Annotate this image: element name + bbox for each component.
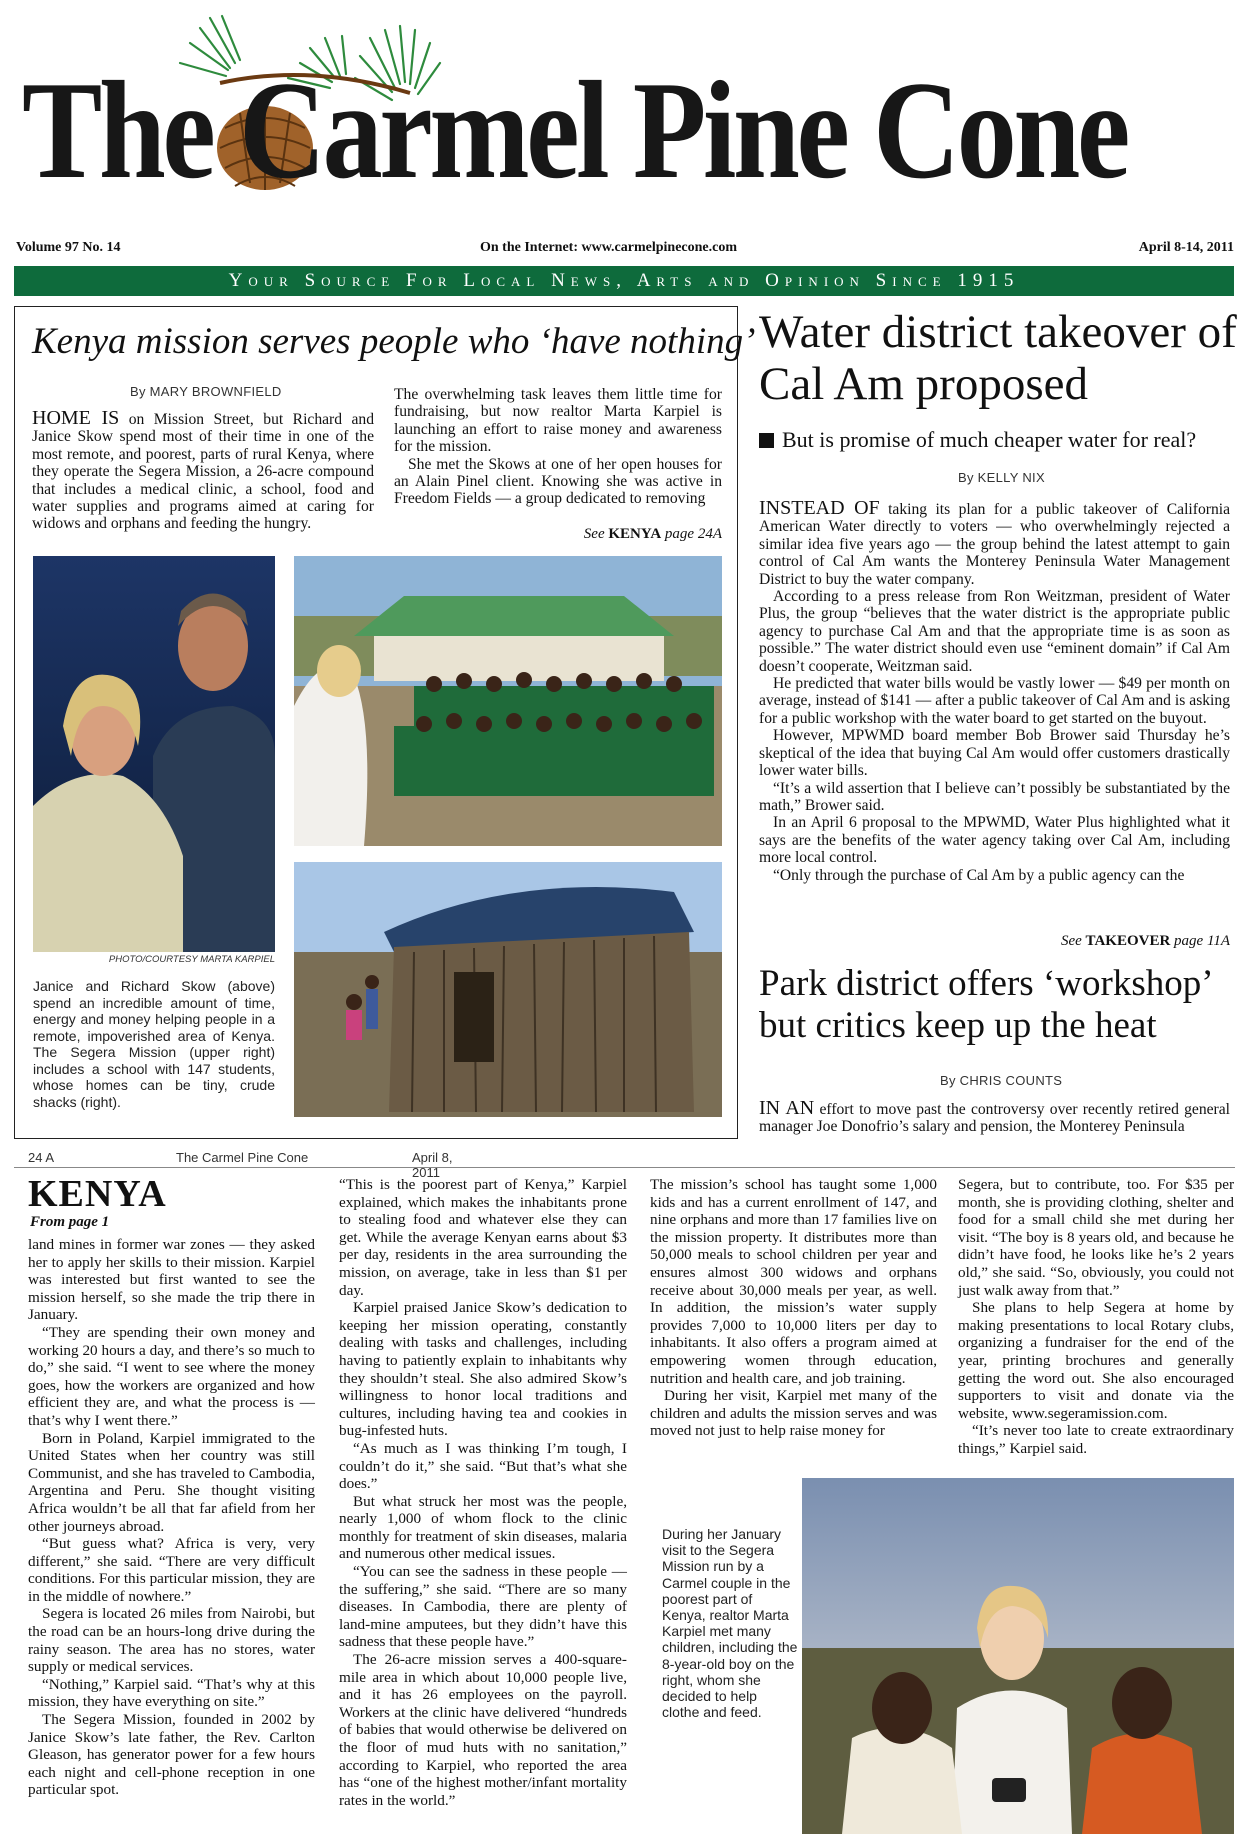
page-number: 24 A (28, 1150, 55, 1165)
jump-para: “They are spending their own money and working 20 hours a day, and there’s so much to do,” she said. “I went to see where the money goes, how the workers are organized and how efficient they are, and what the process is — that’s why I went there.” (28, 1323, 315, 1429)
skow-couple-photo (33, 556, 275, 952)
kenya-headline: Kenya mission serves people who ‘have nothing’ (32, 321, 756, 362)
jump-column-4 (958, 1176, 1234, 1458)
kenya-lead: HOME IS (32, 407, 120, 429)
jump-para: During her visit, Karpiel met many of the children and adults the mission serves and was moved not just to help raise money for (650, 1387, 937, 1440)
jump-column-1 (28, 1236, 315, 1799)
jump-para: Born in Poland, Karpiel immigrated to the United States when her country was still Communist, and she has traveled to Cambodia, Argentina and Peru. She thought visiting Africa wouldn’t be all that far afield from her other journeys abroad. (28, 1429, 315, 1535)
water-para: “Only through the purchase of Cal Am by a public agency can the (773, 866, 1185, 884)
park-lead: IN AN (759, 1097, 815, 1119)
jump-page: page 24A (664, 526, 722, 542)
water-para: He predicted that water bills would be vastly lower — $49 per month on average, instead of $141 — after a public takeover of Cal Am and is asking for a public workshop with the water board to get started on the buyout. (759, 675, 1230, 727)
strip-rule (484, 1167, 1235, 1168)
kenya-jump-link[interactable] (520, 526, 722, 543)
jump-para: “This is the poorest part of Kenya,” Karpiel explained, which makes the inhabitants prone to stealing food and whatever else they can get. While the average Kenyan earns about $3 per day, residents in the area surrounding the mission, on average, take in less than $1 per day. (339, 1176, 627, 1299)
kenya-column-1 (32, 407, 375, 533)
jump-column-2 (339, 1176, 627, 1809)
water-para: “It’s a wild assertion that I believe can’t possibly be substantiated by the math,” Brower said. (759, 779, 1230, 814)
jump-para: But what struck her most was the people, nearly 1,000 of whom flock to the clinic monthly for treatment of skin diseases, malaria and numerous other medical issues. (339, 1492, 627, 1563)
school-children-photo (294, 556, 722, 846)
from-page: From page 1 (30, 1214, 110, 1230)
water-para: However, MPWMD board member Bob Brower said Thursday he’s skeptical of the idea that buying Cal Am would offer customers drastically lower water bills. (759, 727, 1230, 780)
jump-para: She plans to help Segera at home by making presentations to local Rotary clubs, organizing a fundraiser for the end of the year, printing brochures and generally getting the word out. She also encouraged supporters to visit and donate via the website, www.segeramission.com. (958, 1299, 1234, 1422)
newspaper-title: The Carmel Pine Cone (22, 53, 1127, 208)
volume-number: Volume 97 No. 14 (16, 240, 121, 255)
jump-page: page 11A (1174, 933, 1230, 949)
square-bullet-icon (759, 433, 774, 448)
water-subhead (759, 427, 1239, 453)
water-subhead-text: But is promise of much cheaper water for real? (782, 427, 1197, 452)
jump-column-3 (650, 1176, 937, 1440)
jump-para: The 26-acre mission serves a 400-square-mile area in which about 10,000 people live, and it has 26 employees on the payroll. Workers at the clinic have delivered “hundreds of babies that would otherwise be delivered on the floor of mud huts with no sanitation,” according to Karpiel, who reported the area has “one of the highest mother/infant mortality rates in the world.” (339, 1651, 627, 1809)
page-date: April 8, 2011 (412, 1150, 453, 1180)
water-story-body (759, 497, 1230, 884)
park-text: effort to move past the controversy over recently retired general manager Joe Donofrio’s salary and pension, the Monterey Peninsula (759, 1101, 1230, 1136)
jump-para: Segera, but to contribute, too. For $35 per month, she is providing clothing, shelter and food for a small child she met during her visit. “The boy is 8 years old, and because he didn’t have food, he looks like he’s 2 years old,” she said. “So, obviously, you could not just walk away from that.” (958, 1176, 1234, 1299)
jump-para: Karpiel praised Janice Skow’s dedication to keeping her mission operating, constantly dealing with tasks and challenges, including having to patiently explain to inhabitants why they shouldn’t steal. She also admired Skow’s willingness to honor local traditions and cultures, including having tea and cookies in bug-infested huts. (339, 1299, 627, 1440)
jump-para: “Nothing,” Karpiel said. “That’s why at this mission, they have everything on site.” (28, 1675, 315, 1711)
park-byline: By CHRIS COUNTS (940, 1073, 1063, 1088)
tagline: Your Source For Local News, Arts and Opinion Since 1915 (228, 270, 1020, 291)
see-label: See (1060, 933, 1082, 949)
kenya-byline: By MARY BROWNFIELD (130, 384, 282, 399)
water-byline: By KELLY NIX (958, 470, 1045, 485)
jump-para: The Segera Mission, founded in 2002 by Janice Skow’s late father, the Rev. Carlton Gleason, has generator power for a few hours each night and cell-phone reception in one particular spot. (28, 1711, 315, 1799)
jump-para: Segera is located 26 miles from Nairobi, but the road can be an hours-long drive during the rainy season. The area has no stores, water supply or medical services. (28, 1605, 315, 1676)
paper-name: The Carmel Pine Cone (176, 1150, 309, 1165)
tagline-bar (14, 266, 1234, 296)
jump-key: KENYA (608, 526, 662, 542)
jump-para: land mines in former war zones — they asked her to apply her skills to their mission. Karpiel was interested but first wanted to see the mission herself, so she made the trip there in January. (28, 1236, 315, 1324)
water-para: In an April 6 proposal to the MPWMD, Water Plus highlighted what it says are the benefits of the water agency taking over Cal Am, including more local control. (759, 814, 1230, 867)
park-story-body (759, 1097, 1230, 1136)
kenya-column-2 (394, 386, 722, 508)
karpiel-children-photo (802, 1478, 1234, 1834)
karpiel-photo-caption: During her January visit to the Segera Mission run by a Carmel couple in the poorest part of Kenya, realtor Marta Karpiel met many children, including the 8-year-old boy on the right, whom she decided to help clothe and feed. (662, 1526, 798, 1721)
jump-para: The mission’s school has taught some 1,000 kids and has a current enrollment of 147, and nine orphans and more than 17 families live on the mission property. It distributes more than 50,000 meals to school children per year and ensures almost 300 widows and orphans receive about 30,000 meals per year, as well. In addition, the mission’s water supply provides 7,000 to 10,000 liters per day to inhabitants. It also offers a program aimed at empowering women through education, nutrition and health care, and job training. (650, 1176, 937, 1387)
jump-para: “It’s never too late to create extraordinary things,” Karpiel said. (958, 1422, 1234, 1457)
jump-key: TAKEOVER (1085, 933, 1171, 949)
see-label: See (583, 526, 605, 542)
issue-date: April 8-14, 2011 (1138, 240, 1234, 255)
water-para: According to a press release from Ron Weitzman, president of Water Plus, the group “believes that the water district is the appropriate public agency to purchase Cal Am and that the appropriate time is as soon as possible.” The water district should even use “eminent domain” if Cal Am doesn’t cooperate, Weitzman said. (759, 588, 1230, 675)
website-line: On the Internet: www.carmelpinecone.com (480, 240, 738, 255)
water-lead: INSTEAD OF (759, 497, 880, 519)
jump-para: “As much as I was thinking I’m tough, I couldn’t do it,” she said. “But that’s what she does.” (339, 1439, 627, 1493)
mud-hut-photo (294, 862, 722, 1117)
kenya-col2-para: She met the Skows at one of her open houses for an Alain Pinel client. Knowing she was active in Freedom Fields — a group dedicated to removing (394, 455, 722, 508)
water-para: taking its plan for a public takeover of California American Water directly to voters — who overwhelmingly rejected a similar idea five years ago — the group behind the latest attempt to gain control of Cal Am wants the Monterey Peninsula Water Management District to buy the water company. (759, 501, 1230, 588)
kenya-jump-title: KENYA (28, 1173, 167, 1215)
kenya-col2-para: The overwhelming task leaves them little time for fundraising, but now realtor Marta Karpiel is launching an effort to raise money and awareness for the mission. (394, 386, 722, 456)
kenya-photo-caption: Janice and Richard Skow (above) spend an incredible amount of time, energy and money helping people in a remote, impoverished area of Kenya. The Segera Mission (upper right) includes a school with 147 students, whose homes can be tiny, crude shacks (right). (33, 978, 275, 1110)
kenya-col1-text: on Mission Street, but Richard and Janice Skow spend most of their time in one of the most remote, and poorest, parts of rural Kenya, where they operate the Segera Mission, a 26-acre compound that includes a medical clinic, a school, food and water supplies and programs aimed at caring for widows and orphans and feeding the hungry. (32, 411, 375, 533)
jump-para: “You can see the sadness in these people — the suffering,” she said. “There are so many diseases. In Cambodia, there are plenty of land-mine amputees, but they didn’t have this sadness that these people have.” (339, 1563, 627, 1651)
jump-para: “But guess what? Africa is very, very different,” she said. “There are very difficult conditions. For this particular mission, they are in the middle of nowhere.” (28, 1535, 315, 1605)
page-strip (14, 1150, 484, 1180)
water-headline: Water district takeover of Cal Am proposed (759, 306, 1237, 410)
water-jump-link[interactable] (960, 933, 1230, 950)
photo-credit: PHOTO/COURTESY MARTA KARPIEL (108, 954, 275, 965)
park-headline: Park district offers ‘workshop’ but critics keep up the heat (759, 963, 1211, 1046)
